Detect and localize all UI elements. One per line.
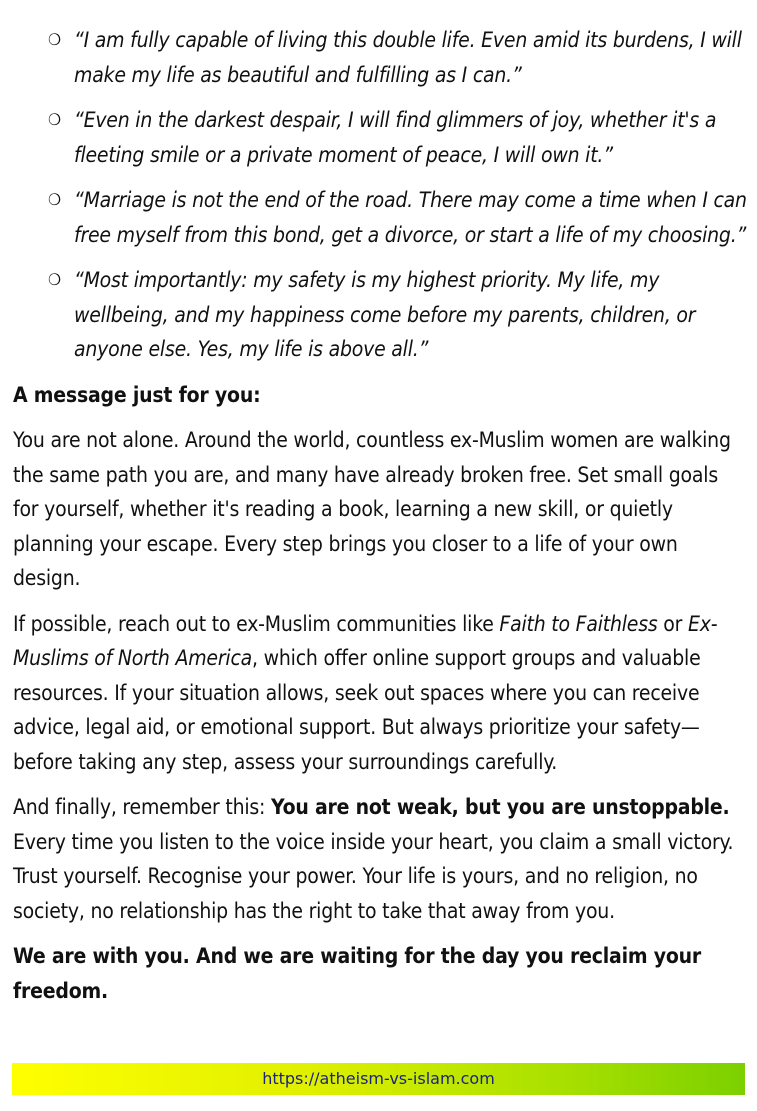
- paragraph-finally: [13, 790, 749, 928]
- affirmation-list: [13, 23, 749, 367]
- paragraph-text: or: [657, 611, 689, 636]
- circle-bullet-icon: ❍: [48, 270, 61, 289]
- message-heading: A message just for you:: [13, 382, 261, 407]
- org-name-faith-to-faithless: Faith to Faithless: [499, 611, 658, 636]
- footer-banner: [12, 1063, 745, 1095]
- paragraph-text: And finally, remember this:: [13, 795, 272, 819]
- paragraph-not-alone: You are not alone. Around the world, countless ex-Muslim women are walking the same path you are, and many have already broken free. Set small goals for yourself, whether it's reading a book, learning a new skill, or quietly planning your escape. Every step brings you closer to a life of your own design.: [13, 428, 731, 590]
- paragraph-text: Every time you listen to the voice inside your heart, you claim a small victory. Trust yourself. Recognise your power. Your life is yours, and no religion, no society, no relationship has the right to take that away from you.: [13, 829, 734, 923]
- footer-url-link[interactable]: https://atheism-vs-islam.com: [262, 1069, 495, 1088]
- org-name-ex-muslims-north-america: Ex-Muslims of North America: [13, 611, 718, 670]
- paragraph-communities: [13, 607, 749, 780]
- article-body: [13, 23, 749, 1019]
- emphasis-unstoppable: You are not weak, but you are unstoppable.: [271, 795, 730, 819]
- affirmation-item: [13, 103, 749, 172]
- circle-bullet-icon: ❍: [48, 110, 61, 129]
- circle-bullet-icon: ❍: [48, 30, 61, 49]
- affirmation-item: [13, 23, 749, 92]
- affirmation-text: “Even in the darkest despair, I will find glimmers of joy, whether it's a fleeting smile or a private moment of peace, I will own it.”: [74, 108, 717, 167]
- paragraph-text: , which offer online support groups and valuable resources. If your situation allows, seek out spaces where you can receive advice, legal aid, or emotional support. But always prioritize your safety—before taking any step, assess your surroundings carefully.: [13, 646, 701, 774]
- affirmation-item: [13, 183, 749, 252]
- paragraph-text: If possible, reach out to ex-Muslim communities like: [13, 611, 500, 636]
- affirmation-text: “I am fully capable of living this double life. Even amid its burdens, I will make my life as beautiful and fulfilling as I can.”: [74, 28, 742, 87]
- circle-bullet-icon: ❍: [48, 190, 61, 209]
- affirmation-text: “Marriage is not the end of the road. There may come a time when I can free myself from this bond, get a divorce, or start a life of my choosing.”: [74, 188, 747, 247]
- affirmation-text: “Most importantly: my safety is my highest priority. My life, my wellbeing, and my happiness come before my parents, children, or anyone else. Yes, my life is above all.”: [74, 268, 696, 361]
- affirmation-item: [13, 263, 749, 367]
- closing-statement: We are with you. And we are waiting for the day you reclaim your freedom.: [13, 944, 701, 1003]
